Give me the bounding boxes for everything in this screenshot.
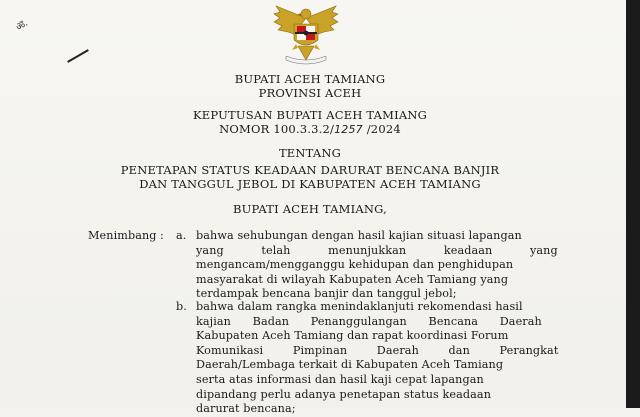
garuda-emblem-icon <box>268 4 344 68</box>
item-a-line: bahwa sehubungan dengan hasil kajian situasi lapangan <box>196 229 522 242</box>
item-b-line: Daerah/Lembaga terkait di Kabupaten Aceh Tamiang <box>196 358 504 372</box>
item-b-line: dipandang perlu adanya penetapan status keadaan <box>196 387 492 401</box>
office-name: BUPATI ACEH TAMIANG <box>234 72 386 86</box>
decree-number <box>110 122 510 137</box>
page-edge-shadow <box>626 0 640 408</box>
stray-mark: ॐ· <box>15 20 30 33</box>
considering-colon: : <box>160 229 164 242</box>
decree-title: KEPUTUSAN BUPATI ACEH TAMIANG <box>192 108 428 122</box>
decree-number-handwritten: 1257 <box>334 123 363 136</box>
item-a-text <box>196 229 568 302</box>
item-b-marker: b. <box>176 300 187 313</box>
decree-number-suffix: /2024 <box>362 122 401 136</box>
item-b-line: serta atas informasi dan hasil kaji cepat lapangan <box>196 372 484 386</box>
decree-number-prefix: NOMOR 100.3.3.2/ <box>219 122 335 136</box>
item-b-line: Komunikasi Pimpinan Daerah dan Perangkat <box>196 343 559 357</box>
item-b-line: Kabupaten Aceh Tamiang dan rapat koordinasi Forum <box>196 329 509 343</box>
province-name: PROVINSI ACEH <box>258 86 362 100</box>
issuer-title: BUPATI ACEH TAMIANG, <box>232 202 388 216</box>
subject-line-1: PENETAPAN STATUS KEADAAN DARURAT BENCANA BANJIR <box>120 163 500 177</box>
considering-label: Menimbang <box>88 229 157 242</box>
item-a-line: yang telah menunjukkan keadaan yang <box>196 243 558 257</box>
item-a-line: mengancam/mengganggu kehidupan dan penghidupan <box>196 258 514 272</box>
item-b-line: darurat bencana; <box>196 402 296 416</box>
item-a-line: masyarakat di wilayah Kabupaten Aceh Tamiang yang <box>196 272 509 286</box>
item-b-line: bahwa dalam rangka menindaklanjuti rekomendasi hasil <box>196 300 523 313</box>
item-a-marker: a. <box>176 229 187 242</box>
subject-heading: TENTANG <box>278 146 342 160</box>
item-b-line: kajian Badan Penanggulangan Bencana Daerah <box>196 314 542 328</box>
item-b-text <box>196 300 568 417</box>
pen-stroke <box>67 49 89 63</box>
item-a-line: terdampak bencana banjir dan tanggul jebol; <box>196 287 457 301</box>
subject-line-2: DAN TANGGUL JEBOL DI KABUPATEN ACEH TAMIANG <box>139 177 481 191</box>
